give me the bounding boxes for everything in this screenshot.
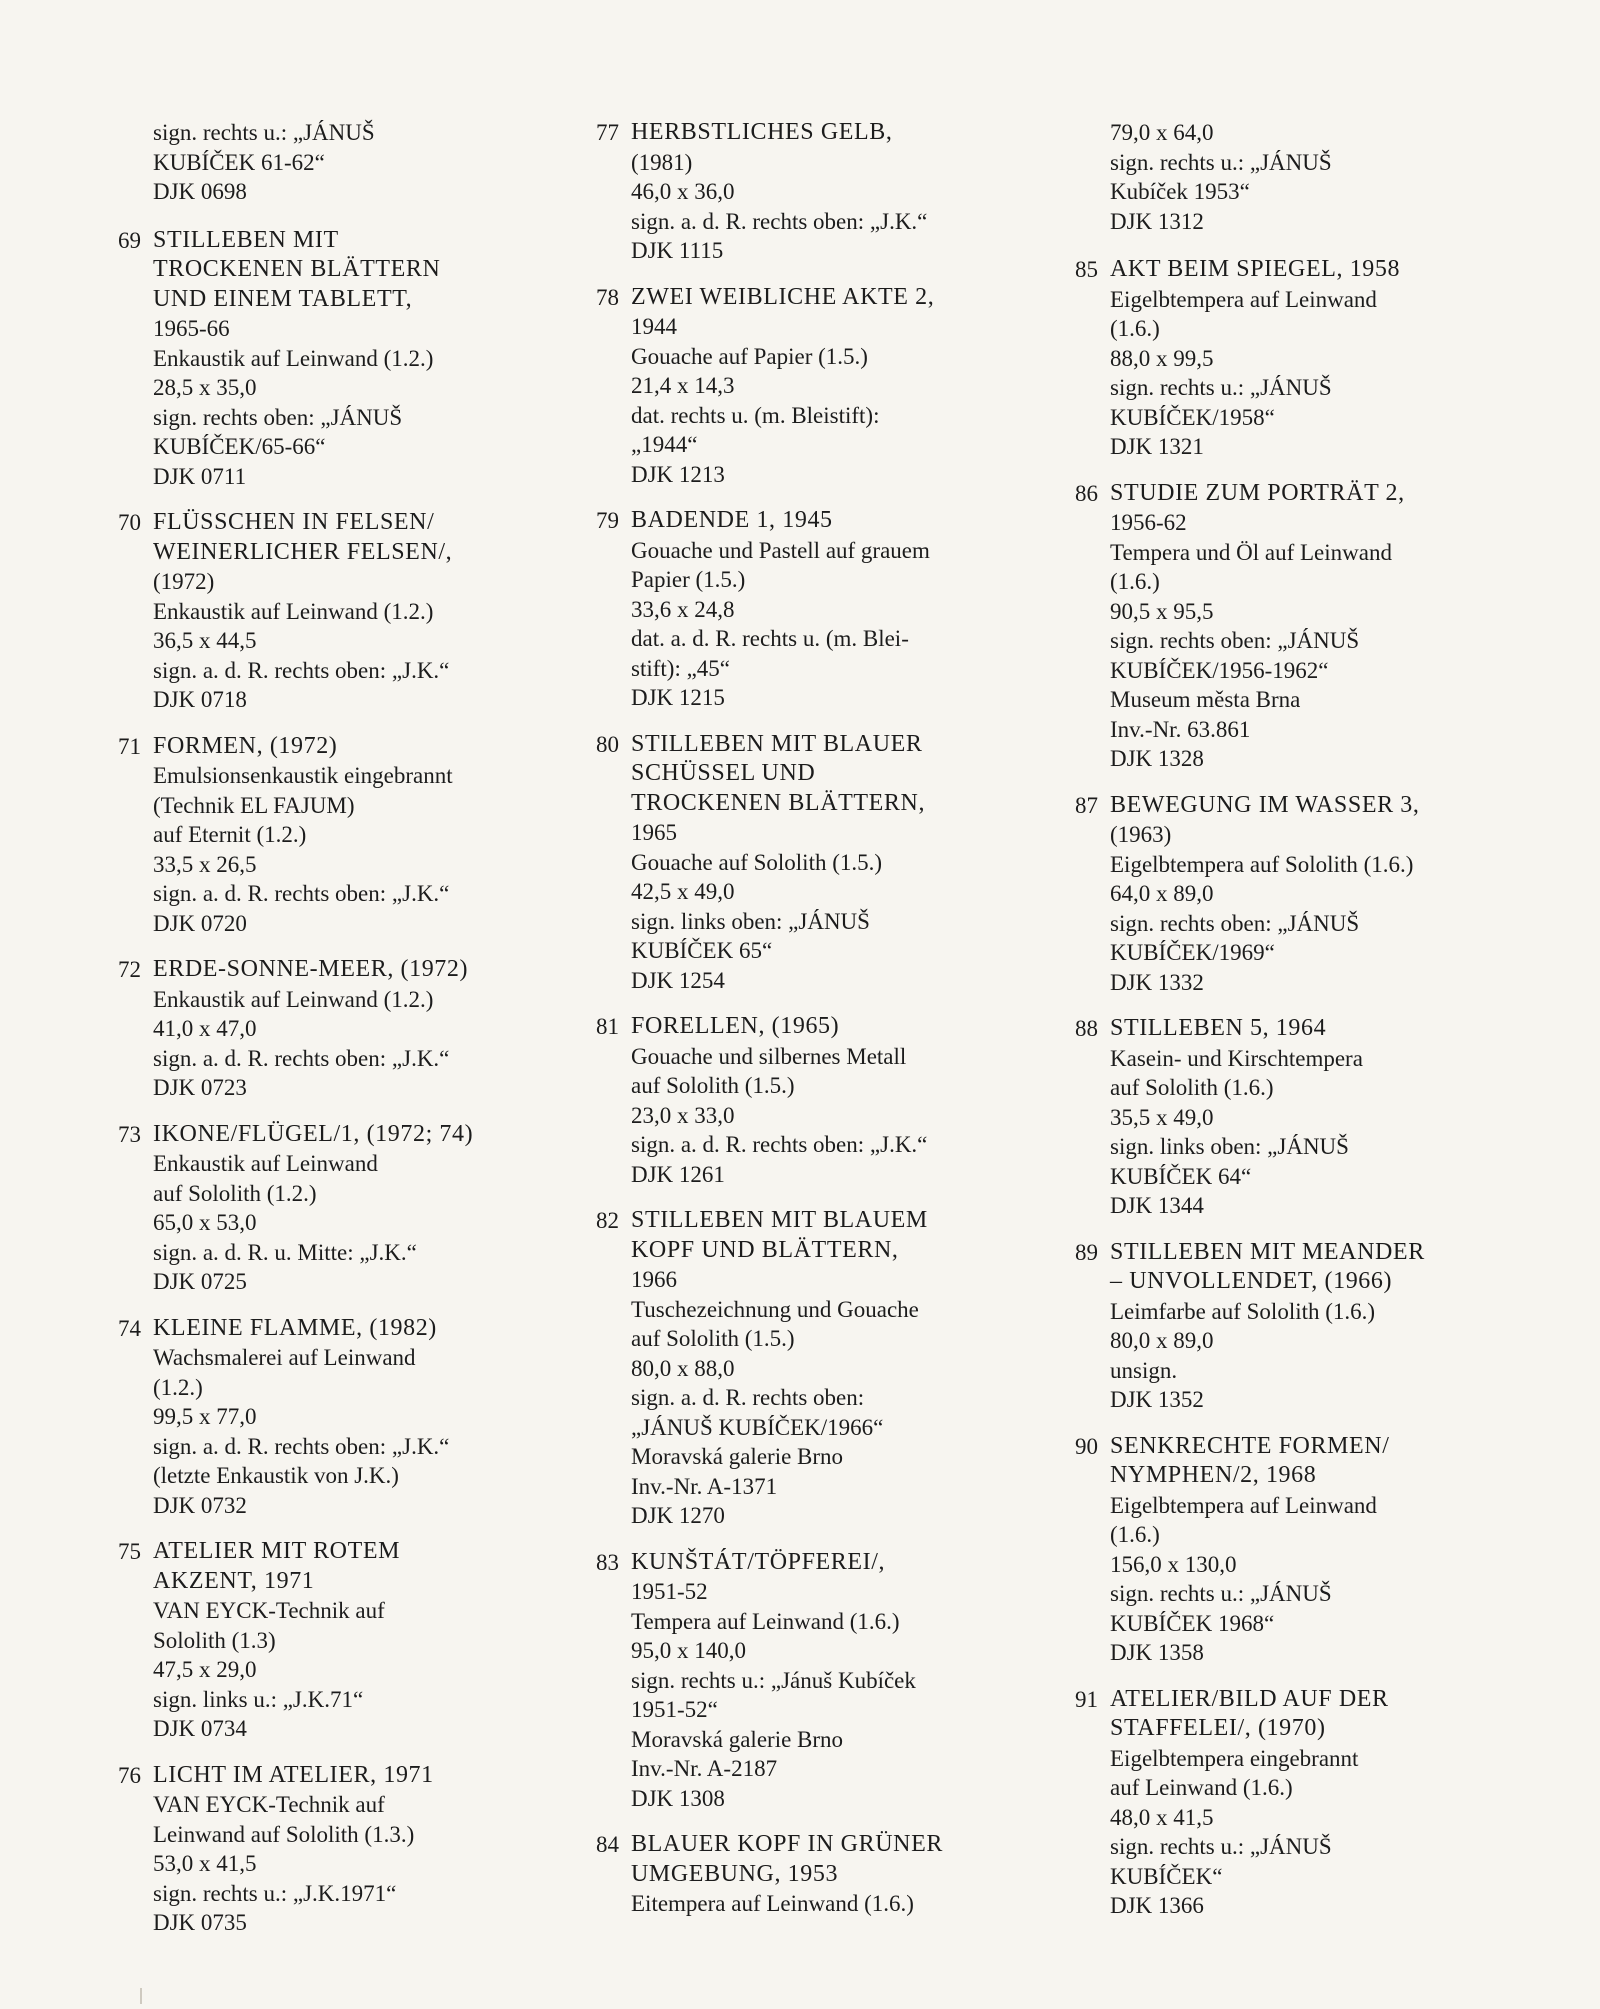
catalog-column-3 (1062, 118, 1502, 1938)
entry-detail-line: 1966 (631, 1267, 677, 1292)
entry-detail-line: auf Eternit (1.2.) (153, 822, 307, 847)
entry-number: 69 (118, 227, 141, 253)
entry-title-line: TROCKENEN BLÄTTERN, (631, 789, 926, 816)
entry-detail-line: auf Leinwand (1.6.) (1110, 1775, 1293, 1800)
entry-title-line: – UNVOLLENDET, (1966) (1110, 1268, 1393, 1294)
entry-detail-line: 95,0 x 140,0 (631, 1638, 746, 1663)
entry-detail-line: 64,0 x 89,0 (1110, 881, 1214, 906)
entry-title-line: KUNŠTÁT/TÖPFEREI/, (631, 1548, 886, 1575)
entry-detail-line: auf Sololith (1.5.) (631, 1073, 795, 1098)
catalog-column-1 (105, 118, 545, 1955)
entry-detail-line: (1.2.) (153, 1374, 203, 1400)
entry-title-line: AKT BEIM SPIEGEL, 1958 (1110, 256, 1401, 282)
entry-detail-line: Gouache auf Papier (1.5.) (631, 343, 868, 369)
entry-title-line: UND EINEM TABLETT, (153, 285, 413, 312)
entry-detail-line: Inv.-Nr. A-1371 (631, 1473, 778, 1499)
entry-detail-line: 35,5 x 49,0 (1110, 1104, 1214, 1130)
entry-detail-line: DJK 0735 (153, 1910, 247, 1935)
entry-detail-line: Museum města Brna (1110, 687, 1301, 712)
entry-title-line: UMGEBUNG, 1953 (631, 1860, 839, 1887)
entry-title-line: STILLEBEN MIT BLAUEM (631, 1207, 928, 1233)
entry-detail-line: (Technik EL FAJUM) (153, 792, 355, 818)
catalog-entry (583, 506, 1023, 713)
entry-detail-line: 33,5 x 26,5 (153, 851, 257, 877)
entry-title-line: STILLEBEN MIT (153, 226, 339, 253)
entry-detail-line: Eigelbtempera eingebrannt (1110, 1745, 1359, 1771)
entry-detail-line: 99,5 x 77,0 (153, 1404, 257, 1429)
entry-detail-line: DJK 1352 (1110, 1387, 1204, 1412)
entry-detail-line: „JÁNUŠ KUBÍČEK/1966“ (631, 1414, 884, 1440)
entry-detail-line: Papier (1.5.) (631, 567, 746, 592)
entry-title-line: STAFFELEI/, (1970) (1110, 1715, 1326, 1741)
entry-number: 76 (118, 1762, 141, 1788)
entry-detail-line: sign. rechts u.: „JÁNUŠ (1110, 1581, 1332, 1606)
entry-detail-line: 65,0 x 53,0 (153, 1210, 257, 1235)
entry-number: 82 (596, 1208, 619, 1233)
entry-detail-line: Sololith (1.3) (153, 1627, 276, 1653)
catalog-column-2 (583, 118, 1023, 1936)
entry-detail-line: VAN EYCK-Technik auf (153, 1792, 385, 1817)
entry-detail-line: 1951-52 (631, 1579, 708, 1604)
entry-detail-line: DJK 0718 (153, 687, 247, 712)
entry-detail-line: (1963) (1110, 822, 1172, 847)
entry-number: 78 (596, 284, 619, 310)
catalog-entry (1062, 1685, 1502, 1921)
entry-detail-line: Inv.-Nr. A-2187 (631, 1756, 778, 1781)
entry-detail-line: sign. a. d. R. rechts oben: „J.K.“ (631, 1132, 928, 1157)
entry-detail-line: KUBÍČEK/1956-1962“ (1110, 657, 1329, 683)
entry-title-line: SENKRECHTE FORMEN/ (1110, 1432, 1390, 1459)
entry-title-line: FLÜSSCHEN IN FELSEN/ (153, 509, 435, 535)
entry-detail-line: DJK 1254 (631, 967, 725, 993)
entry-detail-line: sign. a. d. R. rechts oben: „J.K.“ (153, 657, 450, 683)
entry-number: 77 (596, 120, 619, 145)
entry-detail-line: DJK 1308 (631, 1785, 725, 1811)
entry-detail-line: auf Sololith (1.2.) (153, 1180, 317, 1206)
entry-title-line: SCHÜSSEL UND (631, 760, 816, 786)
entry-detail-line: KUBÍČEK 1968“ (1110, 1610, 1275, 1636)
entry-detail-line: sign. links u.: „J.K.71“ (153, 1686, 364, 1712)
entry-detail-line: KUBÍČEK/1969“ (1110, 940, 1275, 965)
entry-number: 91 (1075, 1686, 1098, 1712)
entry-title-line: BADENDE 1, 1945 (631, 507, 833, 533)
entry-detail-line: sign. a. d. R. rechts oben: „J.K.“ (153, 1433, 450, 1459)
entry-detail-line: Leinwand auf Sololith (1.3.) (153, 1821, 415, 1847)
entry-detail-line: (letzte Enkaustik von J.K.) (153, 1463, 399, 1488)
catalog-entry (583, 730, 1023, 996)
entry-detail-line: 53,0 x 41,5 (153, 1851, 257, 1876)
catalog-entry (1062, 1238, 1502, 1415)
entry-detail-line: 90,5 x 95,5 (1110, 598, 1214, 624)
entry-detail-line: DJK 0734 (153, 1716, 247, 1741)
entry-detail-line: Emulsionsenkaustik eingebrannt (153, 763, 453, 788)
catalog-entry-continued (1062, 118, 1502, 236)
entry-title-line: KOPF UND BLÄTTERN, (631, 1236, 899, 1263)
entry-detail-line: 1951-52“ (631, 1697, 718, 1722)
entry-detail-line: DJK 1344 (1110, 1193, 1204, 1218)
entry-title-line: STILLEBEN MIT BLAUER (631, 730, 923, 757)
entry-detail-line: 1944 (631, 314, 677, 339)
entry-detail-line: Eigelbtempera auf Leinwand (1110, 1492, 1377, 1518)
entry-detail-line: Enkaustik auf Leinwand (1.2.) (153, 345, 434, 371)
entry-number: 81 (596, 1014, 619, 1039)
entry-number: 83 (596, 1549, 619, 1575)
entry-detail-line: sign. a. d. R. rechts oben: „J.K.“ (631, 208, 928, 234)
catalog-entry (1062, 255, 1502, 462)
catalog-entry (583, 283, 1023, 490)
catalog-entry-continued (105, 118, 545, 207)
entry-detail-line: DJK 1358 (1110, 1640, 1204, 1665)
entry-title-line: ERDE-SONNE-MEER, (1972) (153, 956, 469, 982)
entry-detail-line: 80,0 x 88,0 (631, 1355, 735, 1381)
entry-detail-line: 88,0 x 99,5 (1110, 345, 1214, 371)
entry-detail-line: DJK 1215 (631, 685, 725, 710)
entry-number: 90 (1075, 1433, 1098, 1459)
catalog-entry (105, 1537, 545, 1744)
entry-title-line: NYMPHEN/2, 1968 (1110, 1462, 1317, 1488)
catalog-entry (105, 226, 545, 492)
entry-number: 87 (1075, 792, 1098, 818)
entry-detail-line: Eigelbtempera auf Leinwand (1110, 286, 1377, 312)
entry-detail-line: KUBÍČEK/1958“ (1110, 404, 1275, 430)
entry-detail-line: unsign. (1110, 1357, 1178, 1383)
entry-title-line: IKONE/FLÜGEL/1, (1972; 74) (153, 1120, 474, 1147)
catalog-entry (105, 508, 545, 715)
entry-detail-line: sign. rechts u.: „J.K.1971“ (153, 1880, 397, 1906)
entry-detail-line: 42,5 x 49,0 (631, 879, 735, 904)
entry-detail-line: 28,5 x 35,0 (153, 375, 257, 400)
entry-number: 71 (118, 733, 141, 759)
entry-detail-line: (1.6.) (1110, 1522, 1160, 1547)
entry-title-line: STILLEBEN MIT MEANDER (1110, 1238, 1425, 1265)
entry-number: 84 (596, 1832, 619, 1857)
catalog-entry (105, 1314, 545, 1521)
entry-number: 85 (1075, 257, 1098, 282)
entry-detail-line: sign. links oben: „JÁNUŠ (631, 908, 870, 934)
entry-title-line: HERBSTLICHES GELB, (631, 119, 893, 145)
entry-detail-line: VAN EYCK-Technik auf (153, 1598, 385, 1623)
entry-detail-line: (1.6.) (1110, 569, 1160, 594)
entry-detail-line: DJK 1115 (631, 238, 724, 263)
entry-detail-line: 23,0 x 33,0 (631, 1102, 735, 1128)
entry-detail-line: Tuschezeichnung und Gouache (631, 1296, 919, 1322)
catalog-entry (105, 1120, 545, 1297)
page-edge-mark (140, 1988, 142, 2004)
entry-detail-line: 1965 (631, 820, 677, 845)
catalog-entry (583, 118, 1023, 266)
entry-detail-line: (1972) (153, 569, 215, 594)
entry-detail-line: DJK 0732 (153, 1492, 247, 1518)
entry-detail-line: auf Sololith (1.6.) (1110, 1075, 1274, 1100)
entry-detail-line: DJK 1321 (1110, 434, 1204, 459)
entry-detail-line: (1.6.) (1110, 316, 1160, 341)
entry-detail-line: Enkaustik auf Leinwand (1.2.) (153, 598, 434, 624)
entry-detail-line: Kubíček 1953“ (1110, 179, 1250, 204)
entry-detail-line: „1944“ (631, 432, 698, 457)
entry-detail-line: Eigelbtempera auf Sololith (1.6.) (1110, 851, 1414, 877)
catalog-entry (1062, 791, 1502, 998)
entry-title-line: AKZENT, 1971 (153, 1567, 315, 1594)
entry-detail-line: DJK 1213 (631, 461, 725, 487)
catalog-entry (583, 1830, 1023, 1919)
entry-detail-line: 33,6 x 24,8 (631, 596, 735, 622)
entry-detail-line: KUBÍČEK 65“ (631, 938, 773, 963)
entry-title-line: LICHT IM ATELIER, 1971 (153, 1761, 434, 1788)
entry-detail-line: 36,5 x 44,5 (153, 628, 257, 653)
entry-detail-line: DJK 1332 (1110, 969, 1204, 995)
entry-detail-line: 47,5 x 29,0 (153, 1657, 257, 1682)
catalog-entry (583, 1012, 1023, 1189)
entry-detail-line: 1956-62 (1110, 510, 1187, 535)
entry-title-line: FORMEN, (1972) (153, 732, 338, 759)
entry-number: 70 (118, 510, 141, 535)
entry-detail-line: Enkaustik auf Leinwand (153, 1151, 378, 1176)
entry-detail-line: sign. rechts u.: „JÁNUŠ (1110, 149, 1332, 175)
catalog-entry (583, 1548, 1023, 1814)
entry-title-line: KLEINE FLAMME, (1982) (153, 1314, 437, 1341)
entry-number: 75 (118, 1539, 141, 1564)
entry-title-line: ZWEI WEIBLICHE AKTE 2, (631, 283, 935, 310)
entry-detail-line: Gouache und Pastell auf grauem (631, 537, 930, 563)
entry-detail-line: sign. rechts u.: „JÁNUŠ (1110, 1834, 1332, 1859)
entry-title-line: STILLEBEN 5, 1964 (1110, 1015, 1327, 1041)
entry-detail-line: sign. a. d. R. rechts oben: (631, 1385, 865, 1410)
entry-detail-line: DJK 0723 (153, 1075, 247, 1100)
entry-detail-line: DJK 0725 (153, 1269, 247, 1294)
entry-detail-line: sign. rechts oben: „JÁNUŠ (1110, 910, 1360, 936)
entry-detail-line: KUBÍČEK“ (1110, 1863, 1223, 1889)
entry-title-line: TROCKENEN BLÄTTERN (153, 256, 441, 282)
entry-detail-line: Kasein- und Kirschtempera (1110, 1045, 1363, 1071)
catalog-entry (1062, 479, 1502, 774)
entry-number: 88 (1075, 1016, 1098, 1041)
entry-detail-line: Gouache auf Sololith (1.5.) (631, 849, 883, 875)
entry-detail-line: DJK 1312 (1110, 208, 1204, 234)
entry-detail-line: Inv.-Nr. 63.861 (1110, 716, 1251, 742)
entry-detail-line: dat. a. d. R. rechts u. (m. Blei- (631, 626, 909, 651)
entry-number: 80 (596, 731, 619, 757)
entry-detail-line: Enkaustik auf Leinwand (1.2.) (153, 986, 434, 1012)
entry-number: 73 (118, 1121, 141, 1147)
entry-detail-line: 1965-66 (153, 316, 230, 341)
entry-detail-line: 156,0 x 130,0 (1110, 1551, 1237, 1577)
entry-detail-line: DJK 1328 (1110, 746, 1204, 771)
entry-number: 86 (1075, 480, 1098, 506)
entry-number: 89 (1075, 1239, 1098, 1265)
entry-detail-line: sign. rechts oben: „JÁNUŠ (1110, 628, 1360, 653)
entry-detail-line: sign. a. d. R. rechts oben: „J.K.“ (153, 881, 450, 906)
entry-detail-line: KUBÍČEK 64“ (1110, 1163, 1252, 1189)
entry-detail-line: 46,0 x 36,0 (631, 179, 735, 204)
catalog-entry (1062, 1014, 1502, 1221)
entry-detail-line: DJK 0698 (153, 179, 247, 204)
catalog-entry (583, 1206, 1023, 1531)
entry-title-line: BLAUER KOPF IN GRÜNER (631, 1831, 943, 1857)
entry-number: 74 (118, 1315, 141, 1341)
catalog-entry (105, 955, 545, 1103)
catalog-entry (105, 732, 545, 939)
entry-detail-line: sign. links oben: „JÁNUŠ (1110, 1134, 1349, 1159)
entry-detail-line: sign. a. d. R. u. Mitte: „J.K.“ (153, 1239, 417, 1265)
entry-detail-line: Eitempera auf Leinwand (1.6.) (631, 1891, 914, 1916)
entry-detail-line: sign. rechts u.: „JÁNUŠ (153, 120, 375, 145)
entry-detail-line: (1981) (631, 149, 693, 175)
catalog-entry (105, 1761, 545, 1938)
entry-title-line: ATELIER/BILD AUF DER (1110, 1685, 1389, 1712)
entry-title-line: FORELLEN, (1965) (631, 1013, 840, 1039)
entry-detail-line: sign. rechts oben: „JÁNUŠ (153, 404, 403, 430)
entry-title-line: BEWEGUNG IM WASSER 3, (1110, 791, 1420, 818)
entry-detail-line: DJK 0720 (153, 910, 247, 936)
entry-detail-line: 41,0 x 47,0 (153, 1016, 257, 1041)
entry-detail-line: 80,0 x 89,0 (1110, 1328, 1214, 1353)
entry-detail-line: stift): „45“ (631, 655, 730, 681)
entry-detail-line: DJK 0711 (153, 463, 247, 489)
entry-title-line: STUDIE ZUM PORTRÄT 2, (1110, 479, 1405, 506)
entry-detail-line: DJK 1366 (1110, 1893, 1204, 1918)
entry-detail-line: Gouache und silbernes Metall (631, 1043, 907, 1069)
catalog-entry (1062, 1432, 1502, 1668)
entry-detail-line: 21,4 x 14,3 (631, 373, 735, 398)
entry-number: 79 (596, 508, 619, 533)
entry-detail-line: DJK 1261 (631, 1161, 725, 1187)
entry-title-line: ATELIER MIT ROTEM (153, 1538, 401, 1564)
entry-detail-line: Leimfarbe auf Sololith (1.6.) (1110, 1298, 1376, 1324)
entry-detail-line: sign. a. d. R. rechts oben: „J.K.“ (153, 1045, 450, 1071)
entry-detail-line: Wachsmalerei auf Leinwand (153, 1345, 416, 1370)
entry-detail-line: DJK 1270 (631, 1503, 725, 1528)
entry-detail-line: Tempera und Öl auf Leinwand (1110, 539, 1392, 565)
entry-number: 72 (118, 957, 141, 982)
entry-title-line: WEINERLICHER FELSEN/, (153, 538, 453, 565)
entry-detail-line: Moravská galerie Brno (631, 1726, 844, 1752)
entry-detail-line: dat. rechts u. (m. Bleistift): (631, 402, 880, 428)
entry-detail-line: KUBÍČEK 61-62“ (153, 149, 325, 175)
entry-detail-line: sign. rechts u.: „Jánuš Kubíček (631, 1667, 916, 1693)
entry-detail-line: Tempera auf Leinwand (1.6.) (631, 1608, 900, 1634)
entry-detail-line: 48,0 x 41,5 (1110, 1804, 1214, 1830)
entry-detail-line: auf Sololith (1.5.) (631, 1326, 795, 1351)
entry-detail-line: Moravská galerie Brno (631, 1444, 844, 1469)
entry-detail-line: 79,0 x 64,0 (1110, 120, 1214, 145)
entry-detail-line: sign. rechts u.: „JÁNUŠ (1110, 375, 1332, 400)
entry-detail-line: KUBÍČEK/65-66“ (153, 434, 326, 459)
